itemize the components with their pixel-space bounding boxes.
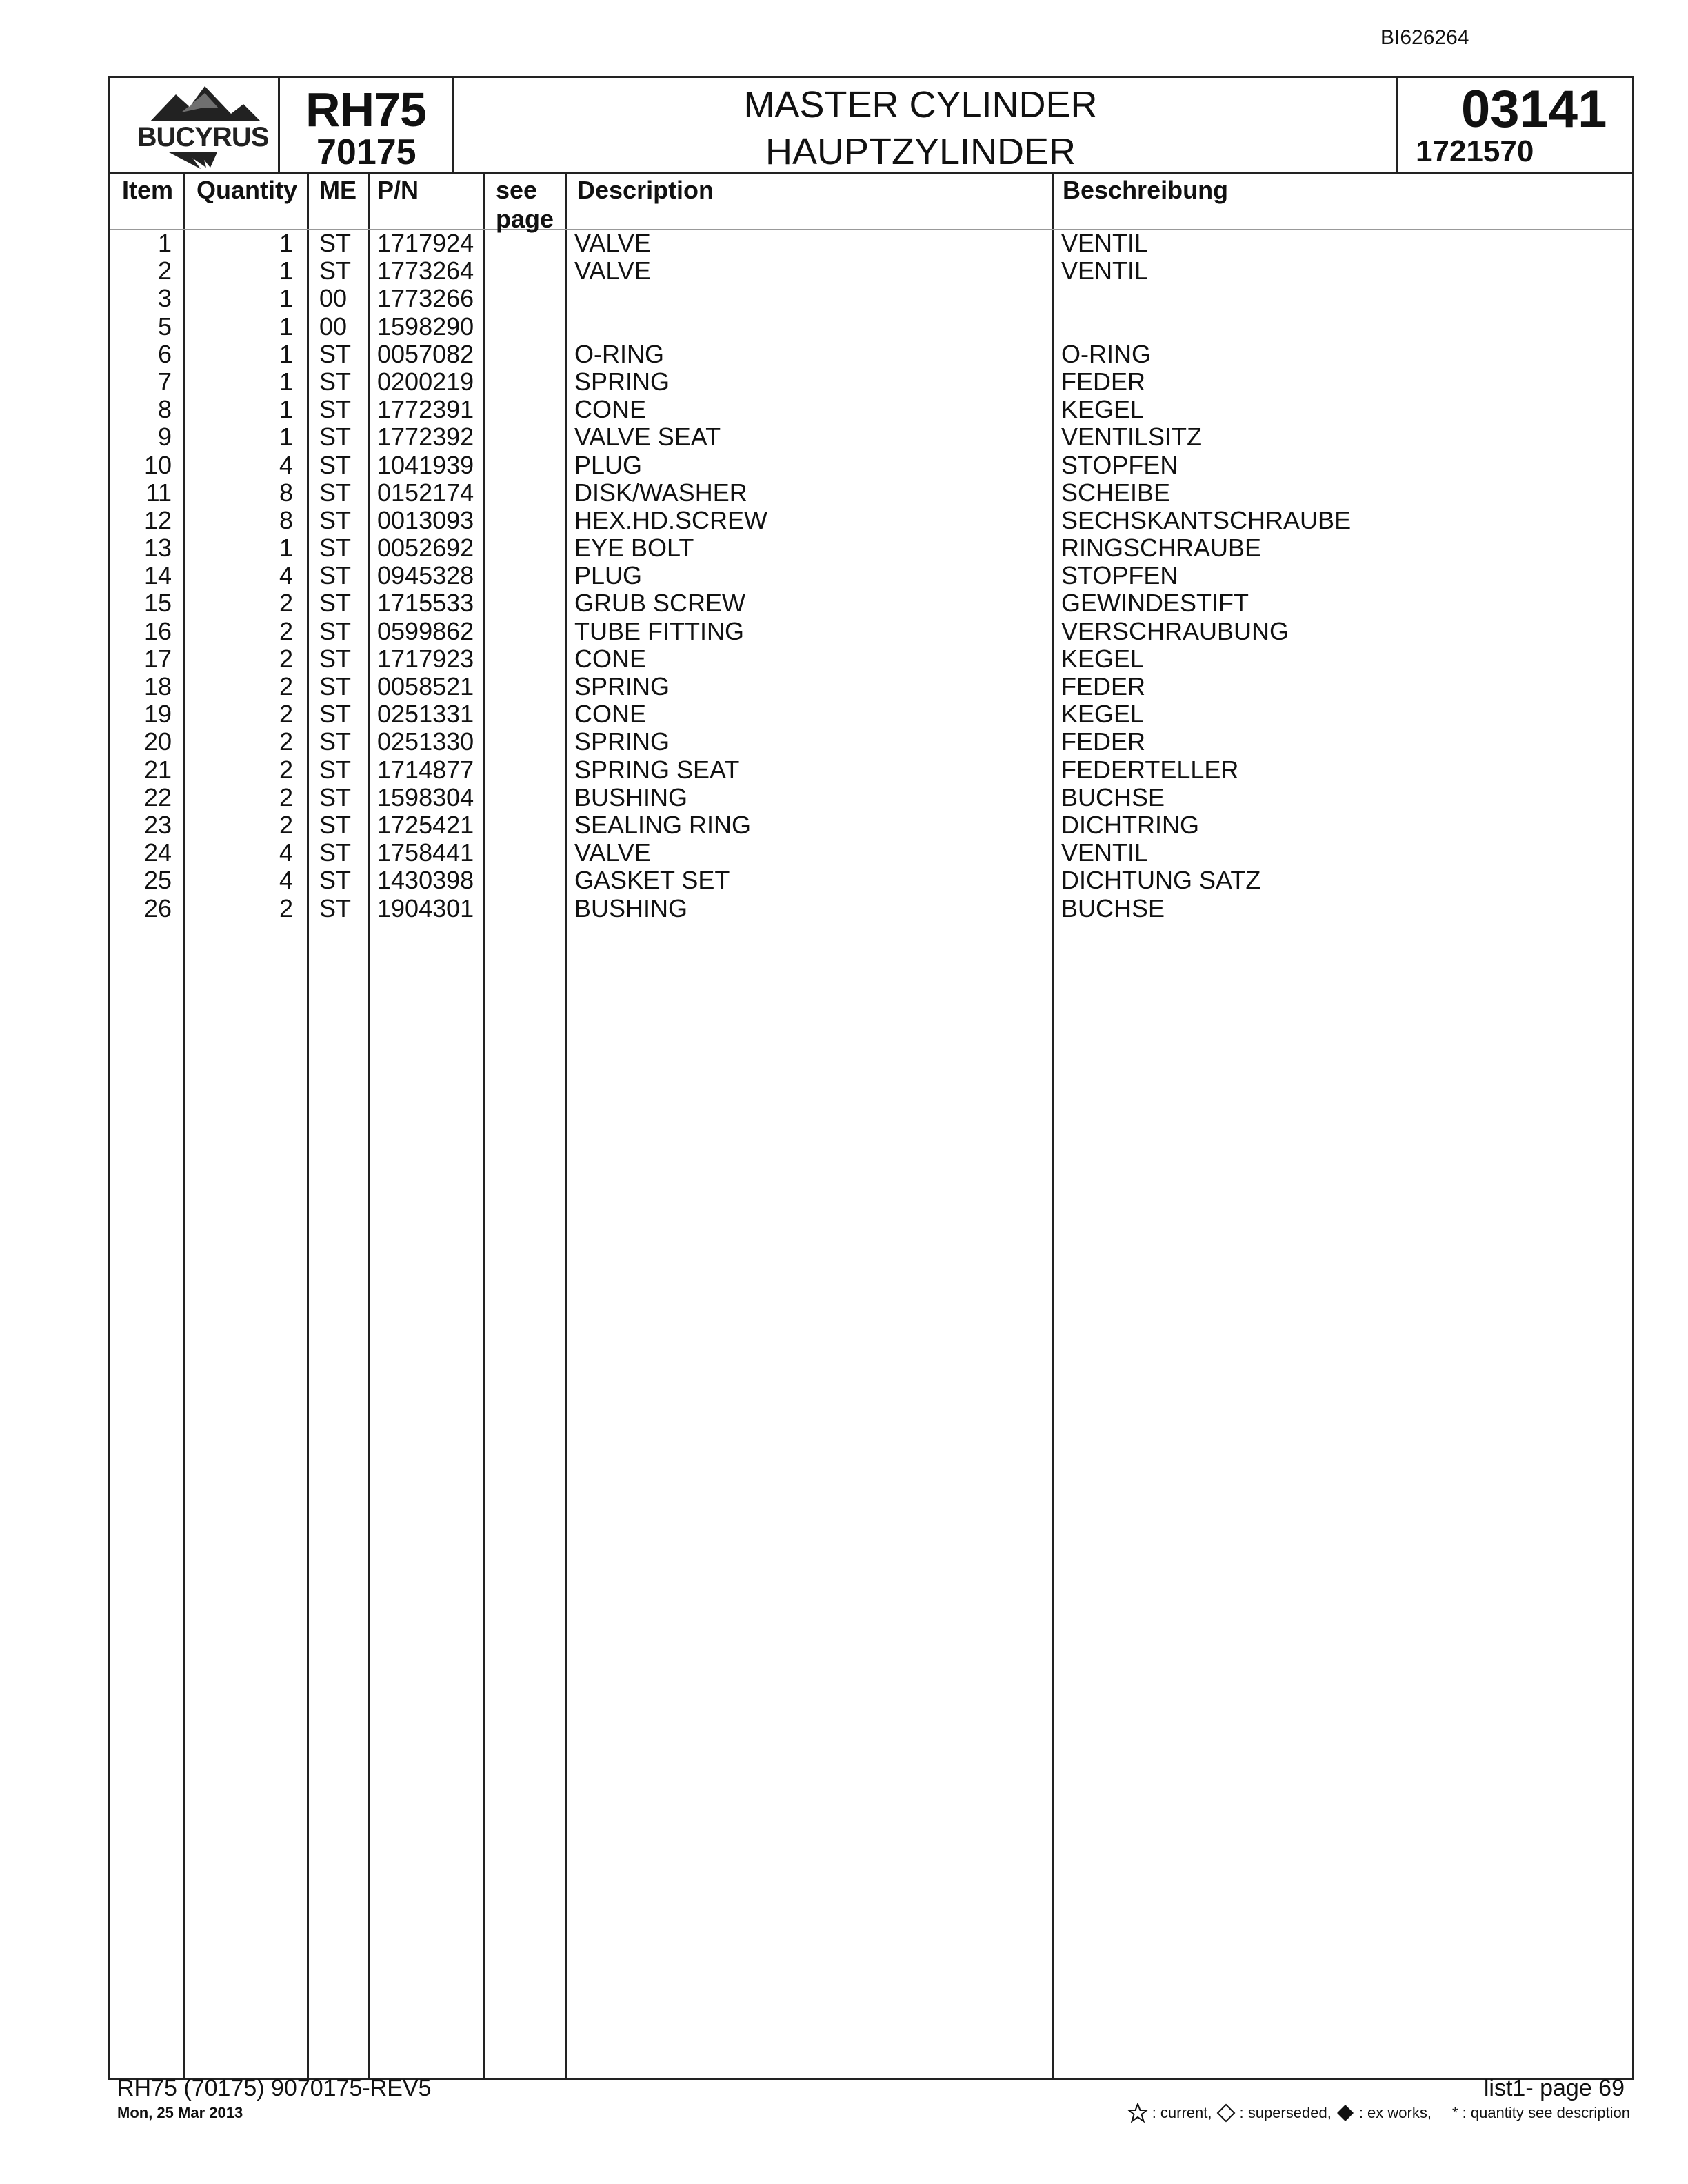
description-cell: GASKET SET [574,866,730,895]
description-cell: PLUG [574,561,643,590]
column-header-item: Item [122,176,174,204]
table-row [110,589,1632,617]
part-number-cell: 1773264 [377,256,474,285]
quantity-cell: 2 [279,672,293,700]
me-cell: ST [319,672,352,700]
part-number-cell: 1758441 [377,838,474,867]
me-cell: ST [319,700,352,729]
legend-quantity: * : quantity see description [1451,2104,1630,2121]
beschreibung-cell: VENTIL [1061,256,1149,285]
item-cell: 13 [143,534,172,563]
part-number-cell: 1772392 [377,423,474,452]
description-cell: EYE BOLT [574,534,694,563]
table-row [110,341,1632,368]
page-label: page [496,205,554,233]
quantity-cell: 1 [279,284,293,313]
part-number-cell: 1715533 [377,589,474,618]
beschreibung-cell: BUCHSE [1061,782,1165,811]
me-cell: ST [319,727,352,756]
beschreibung-cell: VERSCHRAUBUNG [1061,616,1289,645]
beschreibung-cell: FEDERTELLER [1061,755,1239,784]
description-cell: HEX.HD.SCREW [574,505,768,534]
part-number-cell: 1430398 [377,866,474,895]
group-part-number: 1721570 [1416,134,1534,168]
quantity-cell: 4 [279,450,293,479]
beschreibung-cell: VENTIL [1061,838,1149,867]
item-cell: 23 [143,810,172,839]
description-cell: VALVE [574,256,651,285]
description-cell: CONE [574,395,647,424]
quantity-cell: 1 [279,312,293,341]
me-cell: ST [319,478,352,507]
description-cell: VALVE [574,229,651,257]
table-body [110,230,1632,922]
quantity-cell: 2 [279,755,293,784]
table-row [110,756,1632,784]
item-cell: 18 [143,672,172,700]
column-header-pn: P/N [377,176,419,204]
beschreibung-cell: BUCHSE [1061,893,1165,922]
me-cell: ST [319,534,352,563]
table-row [110,867,1632,894]
part-number-cell: 0251330 [377,727,474,756]
table-row [110,479,1632,507]
part-number-cell: 1725421 [377,810,474,839]
diamond-filled-icon [1336,2103,1355,2123]
table-row [110,673,1632,700]
beschreibung-cell: SECHSKANTSCHRAUBE [1061,505,1352,534]
beschreibung-cell: DICHTRING [1061,810,1199,839]
item-cell: 9 [157,423,172,452]
item-cell: 25 [143,866,172,895]
item-cell: 3 [157,284,172,313]
quantity-cell: 4 [279,866,293,895]
quantity-cell: 2 [279,700,293,729]
item-cell: 5 [157,312,172,341]
part-number-cell: 0052692 [377,534,474,563]
me-cell: 00 [319,284,348,313]
description-cell: SPRING [574,727,670,756]
beschreibung-cell: KEGEL [1061,395,1145,424]
beschreibung-cell: VENTILSITZ [1061,423,1203,452]
part-number-cell: 1717923 [377,644,474,673]
quantity-cell: 8 [279,478,293,507]
part-number-cell: 1717924 [377,229,474,257]
item-cell: 12 [143,505,172,534]
table-row [110,700,1632,728]
table-row [110,839,1632,867]
beschreibung-cell: KEGEL [1061,644,1145,673]
quantity-cell: 2 [279,893,293,922]
beschreibung-cell: O-RING [1061,339,1151,368]
legend-ex-works: : ex works, [1358,2104,1431,2121]
quantity-cell: 1 [279,395,293,424]
part-number-cell: 0057082 [377,339,474,368]
group-number: 03141 [1461,80,1607,139]
part-number-cell: 1598290 [377,312,474,341]
quantity-cell: 2 [279,727,293,756]
me-cell: ST [319,755,352,784]
table-row [110,728,1632,756]
see-label: see [496,176,538,204]
beschreibung-cell: FEDER [1061,672,1146,700]
part-number-cell: 0152174 [377,478,474,507]
footer-page-number: list1- page 69 [1483,2075,1625,2101]
quantity-cell: 4 [279,561,293,590]
me-cell: ST [319,782,352,811]
item-cell: 10 [143,450,172,479]
diamond-outline-icon [1216,2103,1236,2123]
column-header-quantity: Quantity [197,176,298,204]
table-row [110,396,1632,423]
column-header-me: ME [319,176,356,204]
me-cell: ST [319,644,352,673]
description-cell: SPRING [574,672,670,700]
quantity-cell: 8 [279,505,293,534]
table-row [110,534,1632,562]
item-cell: 2 [157,256,172,285]
quantity-cell: 2 [279,616,293,645]
title-german: HAUPTZYLINDER [765,131,1076,172]
item-cell: 16 [143,616,172,645]
beschreibung-cell: DICHTUNG SATZ [1061,866,1261,895]
item-cell: 8 [157,395,172,424]
item-cell: 24 [143,838,172,867]
me-cell: ST [319,866,352,895]
description-cell: SEALING RING [574,810,752,839]
quantity-cell: 2 [279,589,293,618]
beschreibung-cell: VENTIL [1061,229,1149,257]
quantity-cell: 4 [279,838,293,867]
table-row [110,230,1632,257]
table-row [110,784,1632,811]
beschreibung-cell: SCHEIBE [1061,478,1171,507]
part-number-cell: 1598304 [377,782,474,811]
item-cell: 6 [157,339,172,368]
table-row [110,895,1632,922]
quantity-cell: 2 [279,644,293,673]
title-english: MASTER CYLINDER [743,84,1098,125]
beschreibung-cell: KEGEL [1061,700,1145,729]
beschreibung-cell: STOPFEN [1061,561,1178,590]
part-number-cell: 0200219 [377,367,474,396]
me-cell: ST [319,367,352,396]
table-row [110,368,1632,396]
quantity-cell: 1 [279,256,293,285]
document-id: BI626264 [1380,26,1469,49]
me-cell: ST [319,589,352,618]
table-row [110,257,1632,285]
beschreibung-cell: GEWINDESTIFT [1061,589,1249,618]
quantity-cell: 2 [279,810,293,839]
table-row [110,645,1632,673]
model-number: RH75 [305,83,426,136]
beschreibung-cell: FEDER [1061,727,1146,756]
description-cell: SPRING SEAT [574,755,740,784]
me-cell: ST [319,339,352,368]
description-cell: O-RING [574,339,664,368]
beschreibung-cell: RINGSCHRAUBE [1061,534,1262,563]
quantity-cell: 1 [279,534,293,563]
parts-table [108,172,1634,2080]
description-cell: CONE [574,700,647,729]
me-cell: ST [319,810,352,839]
description-cell: GRUB SCREW [574,589,746,618]
item-cell: 11 [145,478,172,507]
me-cell: ST [319,229,352,257]
footer-reference: RH75 (70175) 9070175-REV5 [117,2075,432,2101]
column-header-description: Description [577,176,714,204]
table-row [110,452,1632,479]
footer-date: Mon, 25 Mar 2013 [117,2104,243,2121]
item-cell: 1 [157,229,172,257]
item-cell: 15 [143,589,172,618]
me-cell: ST [319,838,352,867]
table-row [110,285,1632,312]
description-cell: BUSHING [574,782,688,811]
description-cell: BUSHING [574,893,688,922]
serial-number: 70175 [316,132,416,172]
table-row [110,562,1632,589]
beschreibung-cell: STOPFEN [1061,450,1178,479]
description-cell: CONE [574,644,647,673]
part-number-cell: 0251331 [377,700,474,729]
part-number-cell: 1773266 [377,284,474,313]
page-header [108,76,1634,174]
part-number-cell: 0013093 [377,505,474,534]
me-cell: ST [319,505,352,534]
me-cell: ST [319,616,352,645]
star-outline-icon [1127,2103,1148,2123]
item-cell: 26 [143,893,172,922]
svg-text:BUCYRUS: BUCYRUS [137,122,269,152]
item-cell: 7 [157,367,172,396]
table-row [110,313,1632,341]
description-cell: TUBE FITTING [574,616,744,645]
table-row [110,423,1632,451]
legend-current: : current, [1152,2104,1212,2121]
item-cell: 20 [143,727,172,756]
item-cell: 21 [143,755,172,784]
legend [1127,2103,1630,2123]
me-cell: ST [319,561,352,590]
table-row [110,618,1632,645]
legend-superseded: : superseded, [1239,2104,1332,2121]
column-header-see-page [496,176,554,234]
item-cell: 19 [143,700,172,729]
description-cell: VALVE SEAT [574,423,721,452]
part-number-cell: 1772391 [377,395,474,424]
me-cell: 00 [319,312,348,341]
description-cell: SPRING [574,367,670,396]
me-cell: ST [319,395,352,424]
description-cell: VALVE [574,838,651,867]
quantity-cell: 1 [279,367,293,396]
quantity-cell: 2 [279,782,293,811]
beschreibung-cell: FEDER [1061,367,1146,396]
description-cell: PLUG [574,450,643,479]
column-header-beschreibung: Beschreibung [1063,176,1229,204]
part-number-cell: 1714877 [377,755,474,784]
me-cell: ST [319,893,352,922]
description-cell: DISK/WASHER [574,478,747,507]
item-cell: 14 [143,561,172,590]
quantity-cell: 1 [279,229,293,257]
me-cell: ST [319,450,352,479]
item-cell: 22 [143,782,172,811]
part-number-cell: 0945328 [377,561,474,590]
me-cell: ST [319,423,352,452]
part-number-cell: 0058521 [377,672,474,700]
quantity-cell: 1 [279,423,293,452]
me-cell: ST [319,256,352,285]
table-row [110,811,1632,839]
part-number-cell: 1904301 [377,893,474,922]
quantity-cell: 1 [279,339,293,368]
part-number-cell: 0599862 [377,616,474,645]
part-number-cell: 1041939 [377,450,474,479]
table-row [110,507,1632,534]
item-cell: 17 [143,644,172,673]
